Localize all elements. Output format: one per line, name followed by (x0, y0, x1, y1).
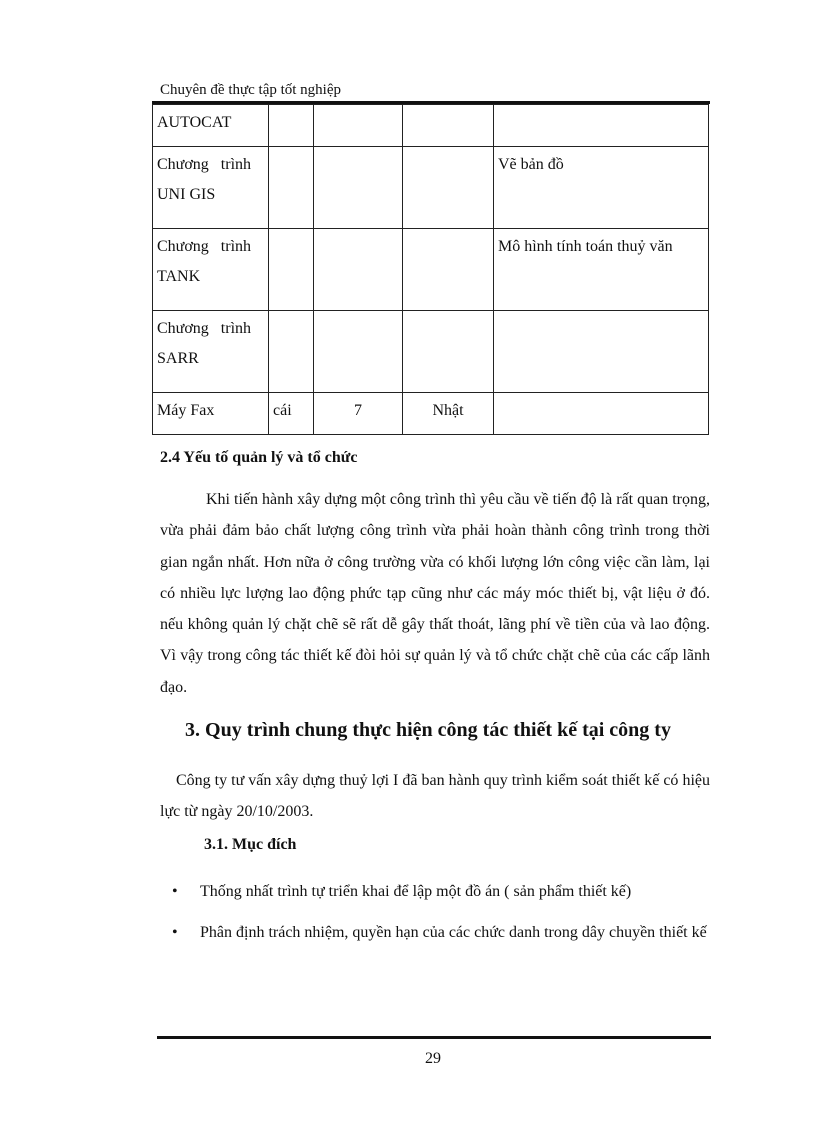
table-cell-unit (269, 105, 314, 147)
table-cell-origin (403, 229, 494, 311)
table-cell-origin: Nhật (403, 393, 494, 435)
sub-heading-3-1: 3.1. Mục đích (204, 836, 297, 853)
bullet-icon: • (172, 924, 178, 941)
table-cell-unit: cái (269, 393, 314, 435)
table-cell-unit (269, 147, 314, 229)
table-cell-note (494, 311, 709, 393)
list-item (160, 876, 710, 907)
item-name-line2: TANK (157, 268, 201, 285)
item-name-line2: SARR (157, 350, 199, 367)
page-number: 29 (425, 1050, 441, 1067)
equipment-table (152, 104, 709, 435)
item-name-line1: Chương trình (157, 238, 252, 255)
item-name-line1: Chương trình (157, 156, 252, 173)
table-cell-qty: 7 (314, 393, 403, 435)
table-cell-note: Mô hình tính toán thuỷ văn (494, 229, 709, 311)
table-cell-name (153, 147, 269, 229)
table-row (153, 393, 709, 435)
table-row (153, 105, 709, 147)
paragraph-procedure: Công ty tư vấn xây dựng thuỷ lợi I đã ban hành quy trình kiểm soát thiết kế có hiệu lực từ ngày 20/10/2003. (160, 772, 710, 821)
table-cell-unit (269, 229, 314, 311)
table-row (153, 229, 709, 311)
list-item-text: Phân định trách nhiệm, quyền hạn của các chức danh trong dây chuyền thiết kế (200, 924, 707, 941)
list-item-text: Thống nhất trình tự triển khai để lập một đồ án ( sản phẩm thiết kế) (200, 883, 632, 900)
table-cell-qty (314, 147, 403, 229)
table-cell-origin (403, 147, 494, 229)
table-cell-origin (403, 105, 494, 147)
section-heading-3: 3. Quy trình chung thực hiện công tác thiết kế tại công ty (185, 719, 671, 741)
item-name: Máy Fax (157, 402, 215, 419)
table-cell-note: Vẽ bản đồ (494, 147, 709, 229)
table-cell-qty (314, 105, 403, 147)
table-cell-qty (314, 311, 403, 393)
section-heading-2-4: 2.4 Yếu tố quản lý và tổ chức (160, 449, 358, 466)
table-cell-name (153, 229, 269, 311)
table-cell-note (494, 393, 709, 435)
running-header: Chuyên đề thực tập tốt nghiệp (160, 82, 342, 98)
paragraph-management: Khi tiến hành xây dựng một công trình thì yêu cầu về tiến độ là rất quan trọng, vừa phải đảm bảo chất lượng công trình vừa phải hoàn thành công trình trong thời gian ngắn nhất. Hơn nữa ở công trường vừa có khối lượng lớn công việc cần làm, lại có nhiều lực lượng lao động phức tạp cũng như các máy móc thiết bị, vật liệu ở đó. nếu không quản lý chặt chẽ sẽ rất dễ gây thất thoát, lãng phí về tiền của và lao động. Vì vậy trong công tác thiết kế đòi hỏi sự quản lý và tổ chức chặt chẽ của các cấp lãnh đạo. (160, 491, 710, 696)
table-cell-qty (314, 229, 403, 311)
item-name: AUTOCAT (157, 114, 232, 131)
table-cell-name (153, 393, 269, 435)
table-cell-name (153, 105, 269, 147)
bullet-icon: • (172, 883, 178, 900)
table-cell-unit (269, 311, 314, 393)
table-row (153, 311, 709, 393)
table-cell-note (494, 105, 709, 147)
footer-rule (157, 1036, 711, 1039)
table-cell-origin (403, 311, 494, 393)
item-name-line1: Chương trình (157, 320, 252, 337)
item-name-line2: UNI GIS (157, 186, 216, 203)
list-item (160, 917, 710, 948)
table-row (153, 147, 709, 229)
table-cell-name (153, 311, 269, 393)
